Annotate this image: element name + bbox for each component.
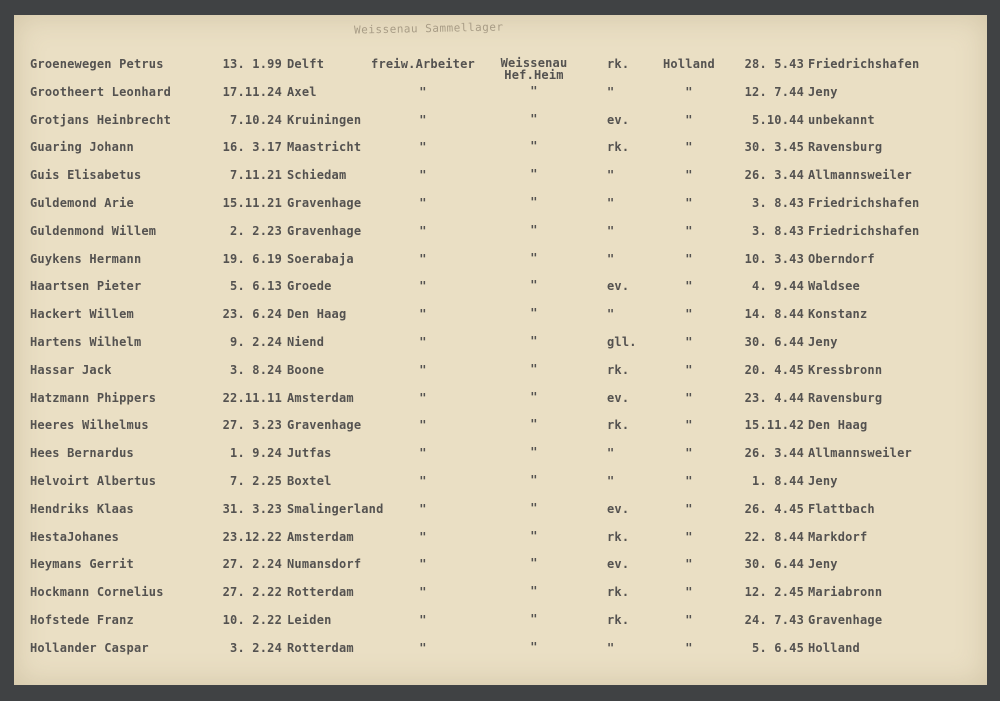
birth-date: 2. 2.23 [230,223,282,238]
occupation: " [419,474,427,488]
person-name: Heeres Wilhelmus [30,418,149,433]
birth-place: Boxtel [287,474,332,488]
religion: rk. [607,140,630,155]
occupation: " [419,279,427,294]
departure-date: 26. 3.44 [744,168,804,183]
table-row [14,224,987,246]
table-row [14,585,987,607]
person-name: Guaring Johann [30,140,134,155]
birth-place: Smalingerland [287,501,384,516]
table-row [14,196,987,218]
person-name: Guykens Hermann [30,251,142,266]
occupation: " [419,251,427,266]
departure-date: 30. 6.44 [744,335,804,349]
employer: " [530,111,538,126]
table-row [14,363,987,385]
birth-place: Schiedam [287,168,347,183]
birth-date: 13. 1.99 [222,57,282,71]
departure-date: 1. 8.44 [752,474,804,488]
nationality: " [685,418,693,433]
table-row [14,252,987,274]
destination: unbekannt [808,112,875,127]
religion: ev. [607,557,630,572]
table-row [14,56,987,82]
birth-place: Amsterdam [287,390,354,405]
destination: Oberndorf [808,251,875,266]
person-name: Hatzmann Phippers [30,390,157,405]
birth-date: 5. 6.13 [230,279,282,294]
destination: Konstanz [808,307,868,322]
birth-date: 7. 2.25 [230,474,282,488]
nationality: " [685,362,693,377]
employer: " [530,556,538,571]
occupation: " [419,557,427,572]
employer: Weissenau Hef.Heim [500,56,568,82]
departure-date: 23. 4.44 [744,390,804,405]
departure-date: 15.11.42 [744,418,804,433]
table-row [14,335,987,357]
occupation: " [419,529,427,544]
birth-date: 27. 2.22 [222,585,282,600]
employer: " [530,278,538,293]
document-card [14,15,987,685]
person-name: Guldenmond Willem [30,223,157,238]
occupation: " [419,223,427,238]
occupation: " [419,307,427,322]
employer: " [530,584,538,599]
religion: rk. [607,418,630,433]
religion: rk. [607,57,630,71]
destination: Waldsee [808,279,860,294]
nationality: " [685,446,693,461]
person-name: Groenewegen Petrus [30,57,164,71]
person-name: Hollander Caspar [30,640,149,655]
departure-date: 5.10.44 [752,112,804,127]
birth-date: 27. 2.24 [222,557,282,572]
destination: Markdorf [808,529,868,544]
birth-date: 31. 3.23 [222,501,282,516]
occupation: " [419,84,427,99]
departure-date: 3. 8.43 [752,223,804,238]
birth-place: Delft [287,57,325,71]
birth-date: 1. 9.24 [230,446,282,461]
birth-date: 15.11.21 [222,196,282,210]
table-row [14,557,987,579]
departure-date: 30. 3.45 [744,140,804,155]
destination: Jeny [808,557,838,572]
nationality: " [685,501,693,516]
birth-date: 17.11.24 [222,84,282,99]
departure-date: 24. 7.43 [744,613,804,627]
person-name: Hockmann Cornelius [30,585,164,600]
birth-date: 27. 3.23 [222,418,282,433]
destination: Friedrichshafen [808,57,920,71]
birth-place: Leiden [287,613,332,627]
destination: Flattbach [808,501,875,516]
destination: Jeny [808,474,838,488]
birth-place: Boone [287,362,325,377]
religion: gll. [607,335,637,349]
religion: rk. [607,613,630,627]
employer: " [530,139,538,154]
religion: ev. [607,390,630,405]
destination: Jeny [808,335,838,349]
table-row [14,530,987,552]
birth-date: 7.10.24 [230,112,282,127]
destination: Holland [808,640,860,655]
destination: Friedrichshafen [808,196,920,210]
departure-date: 26. 3.44 [744,446,804,461]
occupation: " [419,390,427,405]
destination: Den Haag [808,418,868,433]
nationality: " [685,84,693,99]
birth-place: Den Haag [287,307,347,322]
nationality: " [685,196,693,210]
occupation: " [419,501,427,516]
table-row [14,474,987,496]
departure-date: 30. 6.44 [744,557,804,572]
birth-date: 19. 6.19 [222,251,282,266]
birth-place: Kruiningen [287,112,362,127]
departure-date: 22. 8.44 [744,529,804,544]
birth-place: Maastricht [287,140,362,155]
departure-date: 4. 9.44 [752,279,804,294]
birth-place: Axel [287,84,317,99]
birth-place: Amsterdam [287,529,354,544]
table-row [14,446,987,468]
birth-place: Numansdorf [287,557,362,572]
occupation: " [419,196,427,210]
occupation: " [419,335,427,349]
table-row [14,85,987,107]
occupation: " [419,112,427,127]
destination: Ravensburg [808,390,883,405]
employer: " [530,334,538,348]
birth-date: 10. 2.22 [222,613,282,627]
departure-date: 12. 2.45 [744,585,804,600]
nationality: " [685,390,693,405]
occupation: " [419,362,427,377]
person-name: Hackert Willem [30,307,134,322]
birth-place: Soerabaja [287,251,354,266]
employer: " [530,167,538,182]
religion: " [607,307,615,322]
destination: Jeny [808,84,838,99]
employer: " [530,195,538,209]
birth-place: Jutfas [287,446,332,461]
employer: " [530,222,538,237]
nationality: " [685,474,693,488]
table-row [14,613,987,635]
table-row [14,307,987,329]
departure-date: 20. 4.45 [744,362,804,377]
birth-date: 23.12.22 [222,529,282,544]
person-name: Hartens Wilhelm [30,335,142,349]
person-name: Guldemond Arie [30,196,134,210]
employer: " [530,83,538,98]
employer: " [530,361,538,376]
birth-date: 22.11.11 [222,390,282,405]
birth-place: Gravenhage [287,196,362,210]
nationality: " [685,613,693,627]
occupation: " [419,613,427,627]
person-name: Hees Bernardus [30,446,134,461]
religion: " [607,168,615,183]
person-name: Guis Elisabetus [30,168,142,183]
table-row [14,418,987,440]
religion: " [607,446,615,461]
departure-date: 12. 7.44 [744,84,804,99]
person-name: Haartsen Pieter [30,279,142,294]
table-row [14,168,987,190]
departure-date: 28. 5.43 [744,57,804,71]
table-row [14,140,987,162]
nationality: " [685,251,693,266]
destination: Ravensburg [808,140,883,155]
table-row [14,391,987,413]
nationality: " [685,585,693,600]
nationality: " [685,112,693,127]
employer: " [530,417,538,432]
departure-date: 10. 3.43 [744,251,804,266]
religion: ev. [607,501,630,516]
header-note: Weissenau Sammellager [353,20,504,37]
table-row [14,641,987,663]
employer: " [530,500,538,515]
person-name: Helvoirt Albertus [30,474,157,488]
religion: " [607,640,615,655]
destination: Friedrichshafen [808,223,920,238]
employer: " [530,639,538,654]
person-name: Hendriks Klaas [30,501,134,516]
destination: Allmannsweiler [808,168,912,183]
departure-date: 14. 8.44 [744,307,804,322]
destination: Allmannsweiler [808,446,912,461]
departure-date: 5. 6.45 [752,640,804,655]
birth-date: 9. 2.24 [230,335,282,349]
person-name: Hofstede Franz [30,613,134,627]
departure-date: 26. 4.45 [744,501,804,516]
employer: " [530,250,538,265]
employer: " [530,306,538,321]
occupation: " [419,585,427,600]
person-name: HestaJohanes [30,529,120,544]
nationality: " [685,223,693,238]
table-row [14,279,987,301]
religion: " [607,251,615,266]
religion: " [607,84,615,99]
religion: rk. [607,529,630,544]
religion: " [607,223,615,238]
table-row [14,113,987,135]
birth-date: 3. 8.24 [230,362,282,377]
person-name: Hassar Jack [30,362,112,377]
table-row [14,502,987,524]
occupation: freiw.Arbeiter [371,57,475,71]
religion: rk. [607,585,630,600]
destination: Gravenhage [808,613,883,627]
person-name: Heymans Gerrit [30,557,134,572]
nationality: " [685,140,693,155]
nationality: " [685,307,693,322]
religion: rk. [607,362,630,377]
record-list [14,15,987,685]
birth-place: Rotterdam [287,585,354,600]
nationality: " [685,335,693,349]
occupation: " [419,168,427,183]
person-name: Grotjans Heinbrecht [30,112,172,127]
destination: Mariabronn [808,585,883,600]
employer: " [530,389,538,404]
occupation: " [419,140,427,155]
birth-date: 3. 2.24 [230,640,282,655]
nationality: " [685,529,693,544]
birth-date: 16. 3.17 [222,140,282,155]
birth-place: Rotterdam [287,640,354,655]
departure-date: 3. 8.43 [752,196,804,210]
birth-date: 7.11.21 [230,168,282,183]
birth-place: Niend [287,335,325,349]
religion: " [607,196,615,210]
religion: " [607,474,615,488]
religion: ev. [607,279,630,294]
employer: " [530,473,538,487]
occupation: " [419,446,427,461]
nationality: " [685,168,693,183]
birth-place: Groede [287,279,332,294]
birth-place: Gravenhage [287,223,362,238]
nationality: " [685,640,693,655]
religion: ev. [607,112,630,127]
employer: " [530,445,538,460]
employer: " [530,612,538,626]
nationality: " [685,557,693,572]
destination: Kressbronn [808,362,883,377]
person-name: Grootheert Leonhard [30,84,172,99]
occupation: " [419,640,427,655]
employer: " [530,528,538,543]
nationality: Holland [663,57,715,71]
nationality: " [685,279,693,294]
occupation: " [419,418,427,433]
birth-date: 23. 6.24 [222,307,282,322]
birth-place: Gravenhage [287,418,362,433]
